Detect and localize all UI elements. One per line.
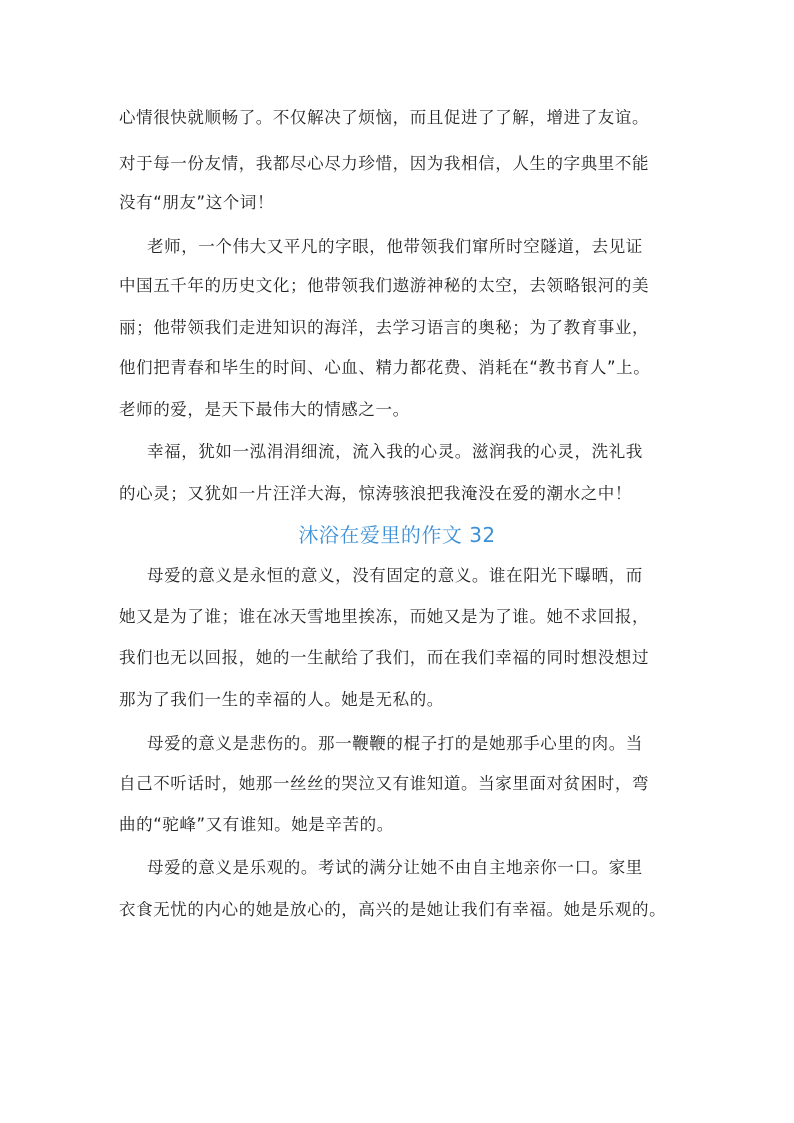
paragraph-line: 她又是为了谁；谁在冰天雪地里挨冻，而她又是为了谁。她不求回报， [119,607,650,626]
paragraph-line: 母爱的意义是乐观的。考试的满分让她不由自主地亲你一口。家里 [147,858,643,877]
paragraph-line: 丽；他带领我们走进知识的海洋，去学习语言的奥秘；为了教育事业， [119,318,650,337]
paragraph-line: 老师，一个伟大又平凡的字眼，他带领我们窜所时空隧道，去见证 [147,237,643,256]
paragraph-line: 衣食无忧的内心的她是放心的，高兴的是她让我们有幸福。她是乐观的。 [119,900,667,919]
paragraph-line: 老师的爱，是天下最伟大的情感之一。 [119,400,410,419]
paragraph-line: 我们也无以回报，她的一生献给了我们，而在我们幸福的同时想没想过 [119,648,650,667]
section-heading: 沐浴在爱里的作文 32 [298,523,496,547]
paragraph-line: 母爱的意义是悲伤的。那一鞭鞭的棍子打的是她那手心里的肉。当 [147,734,643,753]
paragraph-line: 曲的“驼峰”又有谁知。她是辛苦的。 [119,815,394,834]
paragraph-line: 的心灵；又犹如一片汪洋大海，惊涛骇浪把我淹没在爱的潮水之中！ [119,484,632,503]
paragraph-line: 他们把青春和毕生的时间、心血、精力都花费、消耗在“教书育人”上。 [119,358,651,377]
paragraph-line: 幸福，犹如一泓涓涓细流，流入我的心灵。滋润我的心灵，洗礼我 [147,442,643,461]
paragraph-line: 对于每一份友情，我都尽心尽力珍惜，因为我相信，人生的字典里不能 [119,154,650,173]
paragraph-line: 心情很快就顺畅了。不仅解决了烦恼，而且促进了了解，增进了友谊。 [119,108,650,127]
paragraph-line: 那为了我们一生的幸福的人。她是无私的。 [119,690,444,709]
paragraph-line: 没有“朋友”这个词！ [119,193,275,212]
paragraph-line: 母爱的意义是永恒的意义，没有固定的意义。谁在阳光下曝晒，而 [147,566,643,585]
paragraph-line: 自己不听话时，她那一丝丝的哭泣又有谁知道。当家里面对贫困时，弯 [119,774,650,793]
paragraph-line: 中国五千年的历史文化；他带领我们遨游神秘的太空，去领略银河的美 [119,276,650,295]
